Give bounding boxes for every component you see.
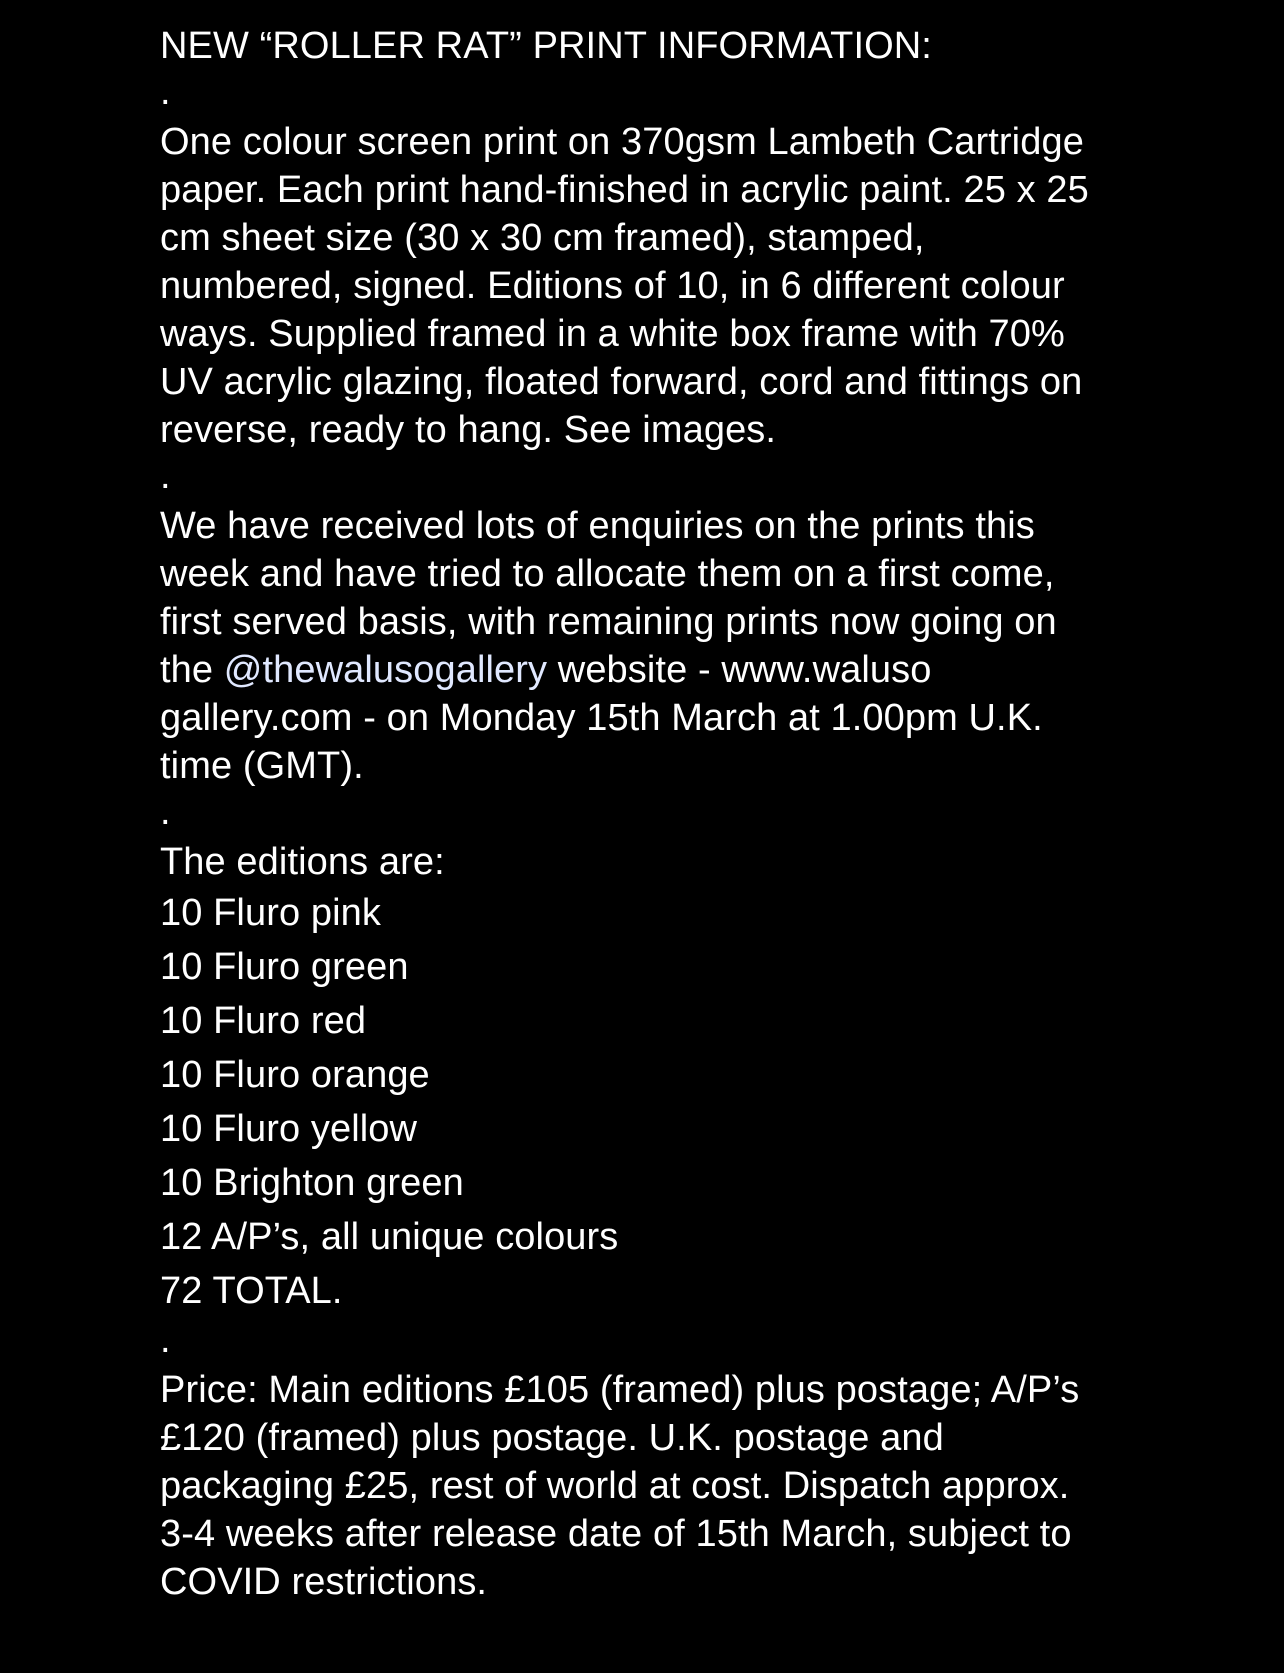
enquiries-line: We have received lots of enquiries on the prints this [160,505,1035,547]
description-line: numbered, signed. Editions of 10, in 6 different colour [160,265,1065,307]
enquiries-paragraph [160,502,1230,790]
edition-item: 10 Fluro pink [160,892,381,934]
edition-item: 10 Fluro green [160,946,409,988]
editions-list [160,838,1230,1318]
description-paragraph [160,118,1230,454]
price-line: COVID restrictions. [160,1561,488,1603]
price-line: £120 (framed) plus postage. U.K. postage and [160,1417,944,1459]
post-caption [160,22,1230,1606]
price-line: packaging £25, rest of world at cost. Dispatch approx. [160,1465,1070,1507]
description-line: ways. Supplied framed in a white box frame with 70% [160,313,1065,355]
enquiries-line: first served basis, with remaining prints now going on [160,601,1057,643]
description-line: UV acrylic glazing, floated forward, cord and fittings on [160,361,1083,403]
description-line: cm sheet size (30 x 30 cm framed), stamped, [160,217,925,259]
enquiries-text: the [160,649,224,691]
caption-heading: NEW “ROLLER RAT” PRINT INFORMATION: [160,25,932,67]
enquiries-text: website - www.waluso [547,649,932,691]
enquiries-line-with-mention [160,646,1230,694]
enquiries-line: gallery.com - on Monday 15th March at 1.00pm U.K. [160,697,1043,739]
edition-item: 12 A/P’s, all unique colours [160,1216,619,1258]
enquiries-line: time (GMT). [160,745,364,787]
edition-item: 10 Brighton green [160,1162,464,1204]
description-line: paper. Each print hand-finished in acrylic paint. 25 x 25 [160,169,1089,211]
separator-dot: . [160,1319,171,1361]
edition-total: 72 TOTAL. [160,1270,343,1312]
enquiries-line: week and have tried to allocate them on a first come, [160,553,1055,595]
price-line: 3-4 weeks after release date of 15th March, subject to [160,1513,1072,1555]
edition-item: 10 Fluro yellow [160,1108,418,1150]
price-paragraph [160,1366,1230,1606]
separator-dot: . [160,791,171,833]
separator-dot: . [160,71,171,113]
gallery-mention-link[interactable]: @thewalusogallery [223,649,548,691]
description-line: One colour screen print on 370gsm Lambeth Cartridge [160,121,1084,163]
description-line: reverse, ready to hang. See images. [160,409,777,451]
edition-item: 10 Fluro orange [160,1054,430,1096]
price-line: Price: Main editions £105 (framed) plus postage; A/P’s [160,1369,1080,1411]
editions-heading: The editions are: [160,841,445,883]
edition-item: 10 Fluro red [160,1000,367,1042]
separator-dot: . [160,455,171,497]
